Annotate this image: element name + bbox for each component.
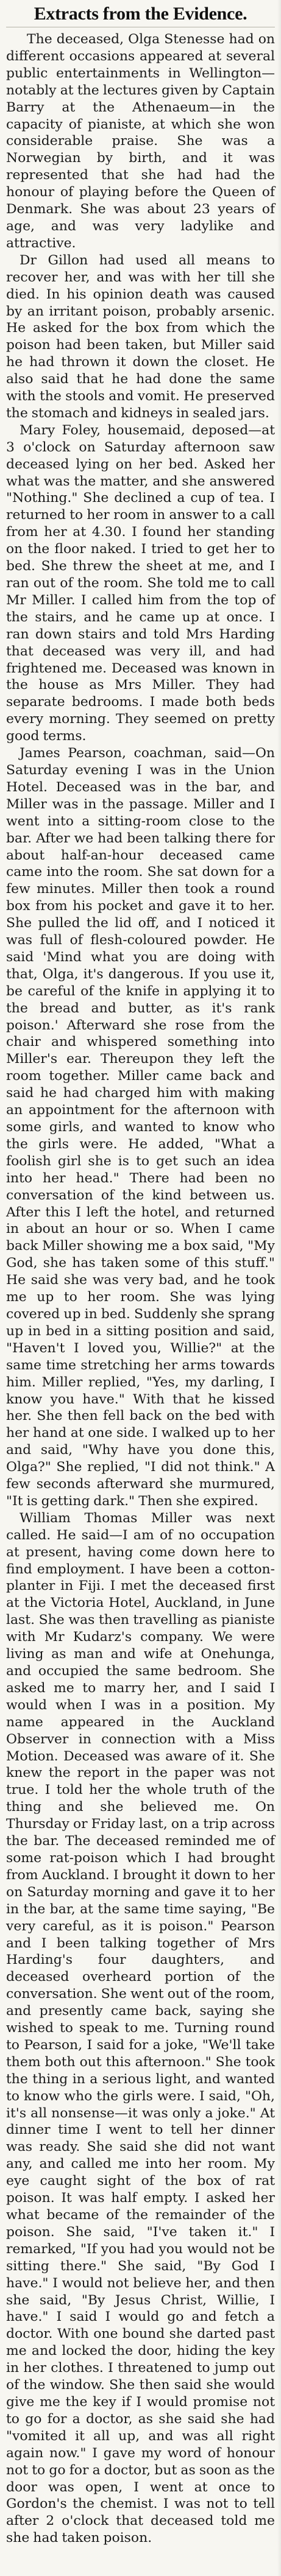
article-paragraph-william-miller: William Thomas Miller was next called. He said—I am of no occupation at present, having come down here to find employment. I have been a cotton-planter in Fiji. I met the deceased first at the Victoria Hotel, Auckland, in June last. She was then travelling as pianiste with Mr Kudarz's company. We were living as man and wife at Onehunga, and occupied the same bedroom. She asked me to marry her, and I said I would when I was in a position. My name appeared in the Auckland Observer in connection with a Miss Motion. Deceased was aware of it. She knew the report in the paper was not true. I told her the whole truth of the thing and she believed me. On Thursday or Friday last, on a trip across the bar. The deceased reminded me of some rat-poison which I had brought from Auckland. I brought it down to her on Saturday morning and gave it to her in the bar, at the same time saying, "Be very careful, as it is poison." Pearson and I been talking together of Mrs Harding's four daughters, and deceased overheard portion of the conversation. She went out of the room, and presently came back, saying she wished to speak to me. Turning round to Pearson, I said for a joke, "We'll take them both out this afternoon." She took the thing in a serious light, and wanted to know who the girls were. I said, "Oh, it's all nonsense—it was only a joke." At dinner time I went to tell her dinner was ready. She said she did not want any, and called me into her room. My eye caught sight of the box of rat poison. It was half empty. I asked her what became of the remainder of the poison. She said, "I've taken it." I remarked, "If you had you would not be sitting there." She said, "By God I have." I would not believe her, and then she said, "By Jesus Christ, Willie, I have." I said I would go and fetch a doctor. With one bound she darted past me and locked the door, hiding the key in her clothes. I threatened to jump out of the window. She then said she would give me the key if I would promise not to go for a doctor, as she said she had "vomited it all up, and was all right again now." I gave my word of honour not to go for a doctor, but as soon as the door was open, I went at once to Gordon's the chemist. I was not to tell after 2 o'clock that deceased told me she had taken poison. bbox=[6, 1510, 275, 2546]
article-headline: Extracts from the Evidence. bbox=[6, 4, 275, 27]
article-paragraph-intro: The deceased, Olga Stenesse had on different occasions appeared at several public entertainments in Wellington—notably at the lectures given by Captain Barry at the Athenaeum—in the capacity of pianiste, at which she won considerable praise. She was a Norwegian by birth, and it was represented that she had had the honour of playing before the Queen of Denmark. She was about 23 years of age, and was very ladylike and attractive. bbox=[6, 32, 275, 251]
article-paragraph-mary-foley: Mary Foley, housemaid, deposed—at 3 o'clock on Saturday afternoon saw deceased lying on her bed. Asked her what was the matter, and she answered "Nothing." She declined a cup of tea. I returned to her room in answer to a call from her at 4.30. I found her standing on the floor naked. I tried to get her to bed. She threw the sheet at me, and I ran out of the room. She told me to call Mr Miller. I called him from the top of the stairs, and he came up at once. I ran down stairs and told Mrs Harding that deceased was very ill, and had frightened me. Deceased was known in the house as Mrs Miller. They had separate bedrooms. I made both beds every morning. They seemed on pretty good terms. bbox=[6, 422, 275, 744]
article-paragraph-james-pearson: James Pearson, coachman, said—On Saturday evening I was in the Union Hotel. Deceased was in the bar, and Miller was in the passage. Miller and I went into a sitting-room close to the bar. After we had been talking there for about half-an-hour deceased came came into the room. She sat down for a few minutes. Miller then took a round box from his pocket and gave it to her. She pulled the lid off, and I noticed it was full of flesh-coloured powder. He said 'Mind what you are doing with that, Olga, it's dangerous. If you use it, be careful of the knife in applying it to the bread and butter, as it's rank poison.' Afterward she rose from the chair and whispered something into Miller's ear. Thereupon they left the room together. Miller came back and said he had charged him with making an appointment for the afternoon with some girls, and wanted to know who the girls were. He added, "What a foolish girl she is to get such an idea into her head." There had been no conversation of the kind between us. After this I left the hotel, and returned in about an hour or so. When I came back Miller showing me a box said, "My God, she has taken some of this stuff." He said she was very bad, and he took me up to her room. She was lying covered up in bed. Suddenly she sprang up in bed in a sitting position and said, "Haven't I loved you, Willie?" at the same time stretching her arms towards him. Miller replied, "Yes, my darling, I know you have." With that he kissed her. She then fell back on the bed with her hand at one side. I walked up to her and said, "Why have you done this, Olga?" She replied, "I did not think." A few seconds afterward she murmured, "It is getting dark." Then she expired. bbox=[6, 746, 275, 1509]
article-body bbox=[6, 31, 275, 2547]
article-paragraph-dr-gillon: Dr Gillon had used all means to recover her, and was with her till she died. In his opinion death was caused by an irritant poison, probably arsenic. He asked for the box from which the poison had been taken, but Miller said he had thrown it down the closet. He also said that he had done the same with the stools and vomit. He preserved the stomach and kidneys in sealed jars. bbox=[6, 252, 275, 421]
page-edge-shadow bbox=[277, 0, 281, 2576]
